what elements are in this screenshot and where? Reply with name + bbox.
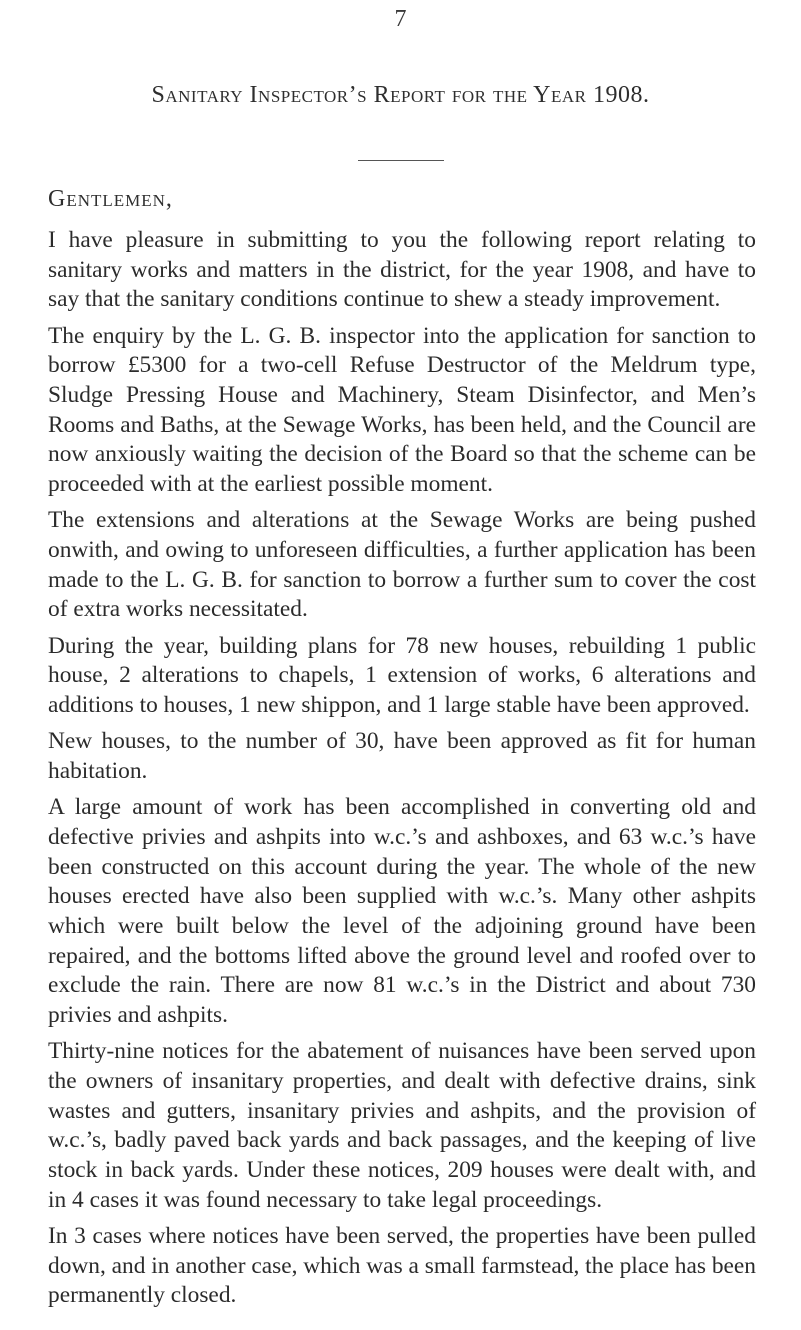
paragraph-building-plans: During the year, building plans for 78 new houses, rebuilding 1 public house, 2 alterations to chapels, 1 extension of works, 6 alterations and additions to houses, 1 new shippon, and 1 large stable have been approved.	[48, 632, 756, 719]
report-title: Sanitary Inspector’s Report for the Year 1908.	[151, 82, 650, 108]
paragraph-new-houses: New houses, to the number of 30, have been approved as fit for human habitation.	[48, 728, 756, 784]
report-body	[48, 226, 756, 1318]
paragraph-sewage-works-extensions: The extensions and alterations at the Sewage Works are being pushed onwith, and owing to unforeseen difficulties, a further application has been made to the L. G. B. for sanction to borrow a further sum to cover the cost of extra works necessitated.	[48, 507, 756, 623]
title-divider	[358, 160, 444, 161]
paragraph-properties-closed: In 3 cases where notices have been served, the properties have been pulled down, and in another case, which was a small farmstead, the place has been permanently closed.	[48, 1223, 756, 1309]
paragraph-privies-conversion: A large amount of work has been accomplished in converting old and defective privies and ashpits into w.c.’s and ashboxes, and 63 w.c.’s have been constructed on this account during the year. The whole of the new houses erected have also been supplied with w.c.’s. Many other ashpits which were built below the level of the adjoining ground have been repaired, and the bottoms lifted above the ground level and roofed over to exclude the rain. There are now 81 w.c.’s in the District and about 730 privies and ashpits.	[48, 794, 756, 1029]
paragraph-nuisance-notices: Thirty-nine notices for the abatement of nuisances have been served upon the owners of insanitary properties, and dealt with defective drains, sink wastes and gutters, insanitary privies and ashpits, and the provision of w.c.’s, badly paved back yards and back passages, and the keeping of live stock in back yards. Under these notices, 209 houses were dealt with, and in 4 cases it was found necessary to take legal proceedings.	[48, 1038, 756, 1213]
page-number: 7	[394, 6, 407, 32]
paragraph-refuse-destructor-enquiry: The enquiry by the L. G. B. inspector into the application for sanction to borrow £5300 for a two-cell Refuse Destructor of the Meldrum type, Sludge Pressing House and Machinery, Steam Disinfector, and Men’s Rooms and Baths, at the Sewage Works, has been held, and the Council are now anxiously waiting the decision of the Board so that the scheme can be proceeded with at the earliest possible moment.	[48, 322, 756, 498]
paragraph-sanitary-conditions: I have pleasure in submitting to you the following report relating to sanitary works and matters in the district, for the year 1908, and have to say that the sanitary conditions continue to shew a steady improvement.	[48, 227, 756, 313]
salutation: Gentlemen,	[48, 186, 173, 212]
